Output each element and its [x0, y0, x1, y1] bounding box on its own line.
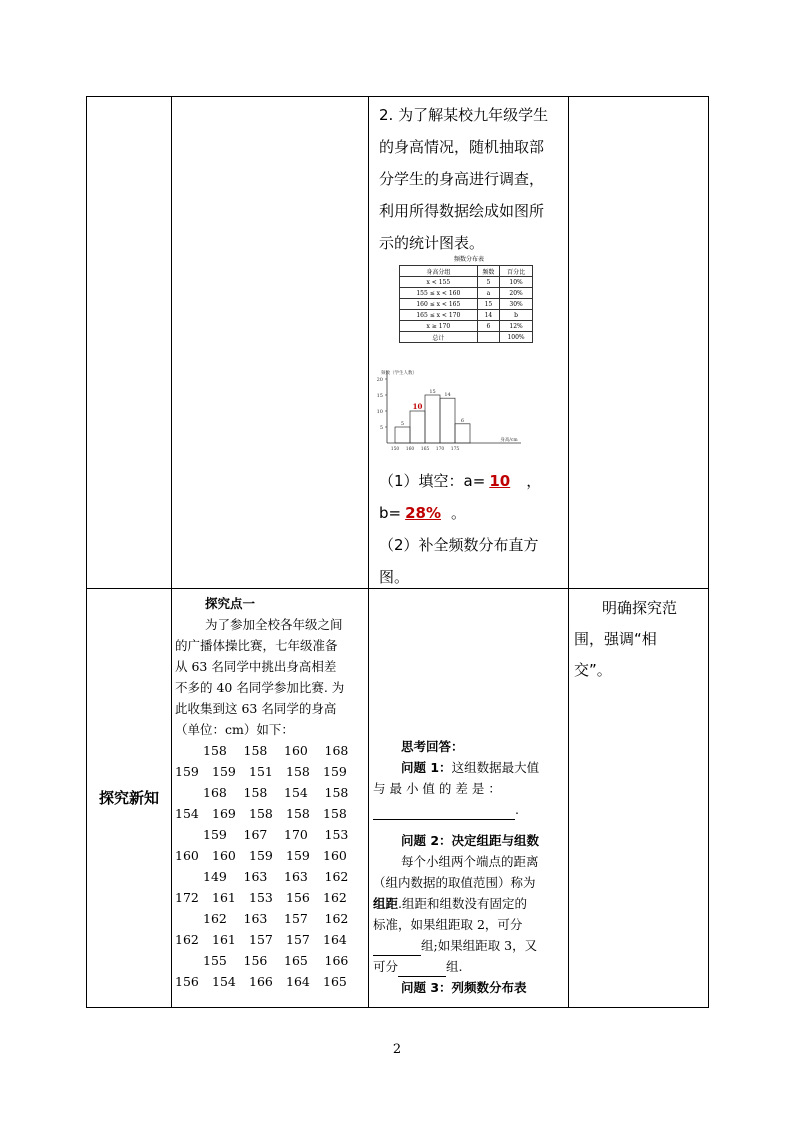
- data-value: 157: [284, 911, 308, 926]
- data-value: 161: [212, 932, 236, 947]
- data-value: 162: [323, 890, 347, 905]
- data-row: [175, 845, 365, 866]
- table-cell: 5: [477, 277, 499, 288]
- q2-line5: [373, 935, 565, 956]
- intent-line: 明确探究范: [602, 599, 678, 617]
- data-value: 158: [243, 785, 268, 800]
- table-header-cell: 身高分组: [400, 266, 478, 277]
- data-value: 158: [243, 743, 268, 758]
- q2-line: 每个小组两个端点的距离: [401, 854, 539, 869]
- data-row: [175, 950, 365, 971]
- q2-line6-end: 组.: [446, 959, 463, 974]
- histogram-chart: [371, 365, 531, 459]
- y-tick-label: 15: [376, 393, 383, 399]
- comma-mark: ，: [526, 472, 542, 490]
- q2-after: .组距和组数没有固定的: [398, 896, 527, 911]
- data-value: 162: [175, 932, 199, 947]
- x-tick-label: 160: [405, 447, 415, 452]
- freq-table-title: 频数分布表: [453, 256, 484, 263]
- data-row: [175, 782, 365, 803]
- explore-intro-line: 的广播体操比赛，七年级准备: [175, 638, 338, 653]
- answer-blank[interactable]: [373, 939, 421, 956]
- data-value: 158: [324, 785, 349, 800]
- data-value: 166: [249, 974, 273, 989]
- data-value: 158: [203, 743, 227, 758]
- frequency-table: [399, 265, 533, 343]
- q2-line4: 标准，如果组距取 2，可分: [373, 917, 523, 932]
- data-value: 159: [286, 848, 310, 863]
- data-value: 168: [203, 785, 227, 800]
- data-value: 165: [284, 953, 308, 968]
- data-value: 157: [286, 932, 310, 947]
- x-tick-label: 150: [390, 447, 400, 452]
- fill-prefix: （1）填空：a=: [379, 472, 486, 490]
- page-number: 2: [392, 1042, 402, 1057]
- table-cell: 30%: [500, 299, 533, 310]
- q2-line6: [373, 956, 565, 977]
- data-value: 167: [243, 827, 268, 842]
- table-cell: 14: [477, 310, 499, 321]
- y-tick-label: 20: [376, 377, 383, 383]
- data-value: 160: [323, 848, 347, 863]
- data-value: 161: [212, 890, 236, 905]
- data-value: 168: [324, 743, 349, 758]
- data-value: 158: [249, 806, 273, 821]
- table-cell: x < 155: [400, 277, 478, 288]
- q2-line6-text: 可分: [373, 959, 399, 974]
- histogram-bar: [395, 427, 410, 443]
- x-tick-label: 165: [420, 447, 430, 452]
- x-tick-label: 175: [450, 447, 460, 452]
- data-value: 164: [323, 932, 347, 947]
- answer-a: 10: [489, 472, 511, 490]
- data-value: 153: [324, 827, 349, 842]
- q2-bold-term: 组距: [373, 896, 399, 911]
- data-value: 149: [203, 869, 227, 884]
- table-cell: 155 ≤ x < 160: [400, 288, 478, 299]
- q1-text: 这组数据最大值: [451, 760, 540, 775]
- table-header-cell: 百分比: [500, 266, 533, 277]
- table-cell: 165 ≤ x < 170: [400, 310, 478, 321]
- answer-b: 28%: [405, 504, 441, 522]
- x-tick-label: 170: [435, 447, 445, 452]
- data-value: 164: [286, 974, 310, 989]
- data-value: 159: [203, 827, 227, 842]
- question-line: 2. 为了解某校九年级学生: [379, 106, 549, 124]
- histogram-bar: [410, 411, 425, 443]
- think-column: [373, 736, 565, 998]
- q1-label: 问题 1：: [401, 760, 452, 775]
- data-value: 163: [284, 869, 308, 884]
- data-value: 153: [249, 890, 273, 905]
- table-cell: 160 ≤ x < 165: [400, 299, 478, 310]
- table-cell: 6: [477, 321, 499, 332]
- table-header-row: [400, 266, 533, 277]
- q1-line: [373, 757, 565, 778]
- data-value: 158: [286, 764, 310, 779]
- table-row: [400, 299, 533, 310]
- data-value: 155: [203, 953, 227, 968]
- question-line: 示的统计图表。: [379, 234, 485, 252]
- data-value: 159: [323, 764, 347, 779]
- table-row: [400, 288, 533, 299]
- b-prefix: b=: [379, 504, 402, 522]
- table-cell: [477, 332, 499, 343]
- y-axis-label: 频数（学生人数）: [381, 371, 417, 376]
- bar-value-label: 14: [444, 392, 451, 399]
- question-2-answers: [379, 465, 564, 593]
- data-row: [175, 824, 365, 845]
- explore-intro-line: 此收集到这 63 名同学的身高: [175, 701, 337, 716]
- y-tick-label: 10: [376, 409, 383, 415]
- explore-title: 探究点一: [205, 596, 256, 611]
- answer-blank[interactable]: [373, 803, 515, 820]
- table-row: [400, 310, 533, 321]
- data-value: 163: [243, 869, 268, 884]
- data-value: 154: [175, 806, 199, 821]
- part2-line: （2）补全频数分布直方: [379, 536, 539, 554]
- q1-blank-line: [373, 799, 565, 820]
- data-value: 154: [212, 974, 236, 989]
- table-cell: 100%: [500, 332, 533, 343]
- fill-line-b: [379, 497, 564, 529]
- think-title: 思考回答：: [401, 739, 464, 754]
- data-row: [175, 887, 365, 908]
- bar-value-label: 10: [412, 402, 423, 411]
- height-data-list: [175, 740, 365, 992]
- explore-intro-line: （单位：cm）如下：: [175, 722, 294, 737]
- data-value: 162: [324, 869, 349, 884]
- table-cell: 20%: [500, 288, 533, 299]
- data-row: [175, 866, 365, 887]
- q2-line: （组内数据的取值范围）称为: [373, 875, 536, 890]
- bar-value-label: 5: [400, 421, 405, 427]
- histogram-bar: [455, 424, 470, 443]
- data-row: [175, 971, 365, 992]
- fill-line-a: [379, 465, 564, 497]
- data-value: 156: [175, 974, 199, 989]
- section-label: 探究新知: [98, 789, 159, 807]
- explore-column: [175, 593, 365, 992]
- intent-line: 围，强调“相: [574, 630, 657, 648]
- data-value: 163: [243, 911, 268, 926]
- data-value: 154: [284, 785, 308, 800]
- data-value: 166: [324, 953, 349, 968]
- q1-line2: 与 最 小 值 的 差 是 ：: [373, 781, 501, 796]
- data-row: [175, 908, 365, 929]
- intent-column: [574, 593, 706, 686]
- data-value: 172: [175, 890, 199, 905]
- question-line: 的身高情况，随机抽取部: [379, 138, 545, 156]
- table-header-cell: 频数: [477, 266, 499, 277]
- table-row: [400, 332, 533, 343]
- part2-line: 图。: [379, 568, 410, 586]
- answer-blank[interactable]: [398, 960, 446, 977]
- data-value: 157: [249, 932, 273, 947]
- question-2-text: [379, 99, 564, 259]
- data-value: 158: [323, 806, 347, 821]
- data-value: 160: [284, 743, 308, 758]
- explore-intro-line: 为了参加全校各年级之间: [205, 617, 343, 632]
- q2-label: 问题 2：决定组距与组数: [401, 833, 540, 848]
- column-divider: [568, 97, 569, 1007]
- column-divider: [368, 97, 369, 1007]
- lesson-table: [86, 96, 709, 1008]
- q2-line5-text: 组;如果组距取 3，又: [421, 938, 538, 953]
- data-value: 170: [284, 827, 308, 842]
- q2-line3: [373, 893, 565, 914]
- question-line: 分学生的身高进行调查，: [379, 170, 545, 188]
- data-value: 159: [212, 764, 236, 779]
- column-divider: [171, 97, 172, 1007]
- bar-value-label: 6: [460, 417, 465, 424]
- intent-line: 交”。: [574, 661, 612, 679]
- data-value: 162: [324, 911, 349, 926]
- y-tick-label: 5: [379, 425, 383, 431]
- data-value: 160: [175, 848, 199, 863]
- table-cell: 12%: [500, 321, 533, 332]
- data-row: [175, 761, 365, 782]
- data-value: 159: [249, 848, 273, 863]
- table-row: [400, 277, 533, 288]
- histogram-bar: [440, 398, 455, 443]
- x-axis-label: 身高/cm: [500, 438, 518, 443]
- data-value: 156: [243, 953, 268, 968]
- data-value: 165: [323, 974, 347, 989]
- data-value: 156: [286, 890, 310, 905]
- histogram-bar: [425, 395, 440, 443]
- freq-table-figure: [399, 255, 539, 343]
- data-value: 158: [286, 806, 310, 821]
- table-cell: x ≥ 170: [400, 321, 478, 332]
- question-line: 利用所得数据绘成如图所: [379, 202, 545, 220]
- data-value: 169: [212, 806, 236, 821]
- bar-value-label: 15: [429, 389, 436, 395]
- data-row: [175, 740, 365, 761]
- data-row: [175, 803, 365, 824]
- period-mark: .: [515, 802, 519, 817]
- table-cell: 10%: [500, 277, 533, 288]
- table-cell: a: [477, 288, 499, 299]
- data-value: 160: [212, 848, 236, 863]
- data-value: 151: [249, 764, 273, 779]
- data-row: [175, 929, 365, 950]
- data-value: 162: [203, 911, 227, 926]
- data-value: 159: [175, 764, 199, 779]
- table-cell: 总计: [400, 332, 478, 343]
- end-mark: 。: [451, 504, 467, 522]
- explore-intro-line: 不多的 40 名同学参加比赛. 为: [175, 680, 345, 695]
- explore-intro-line: 从 63 名同学中挑出身高相差: [175, 659, 337, 674]
- table-cell: b: [500, 310, 533, 321]
- table-cell: 15: [477, 299, 499, 310]
- q3-label: 问题 3：列频数分布表: [401, 980, 527, 995]
- table-row: [400, 321, 533, 332]
